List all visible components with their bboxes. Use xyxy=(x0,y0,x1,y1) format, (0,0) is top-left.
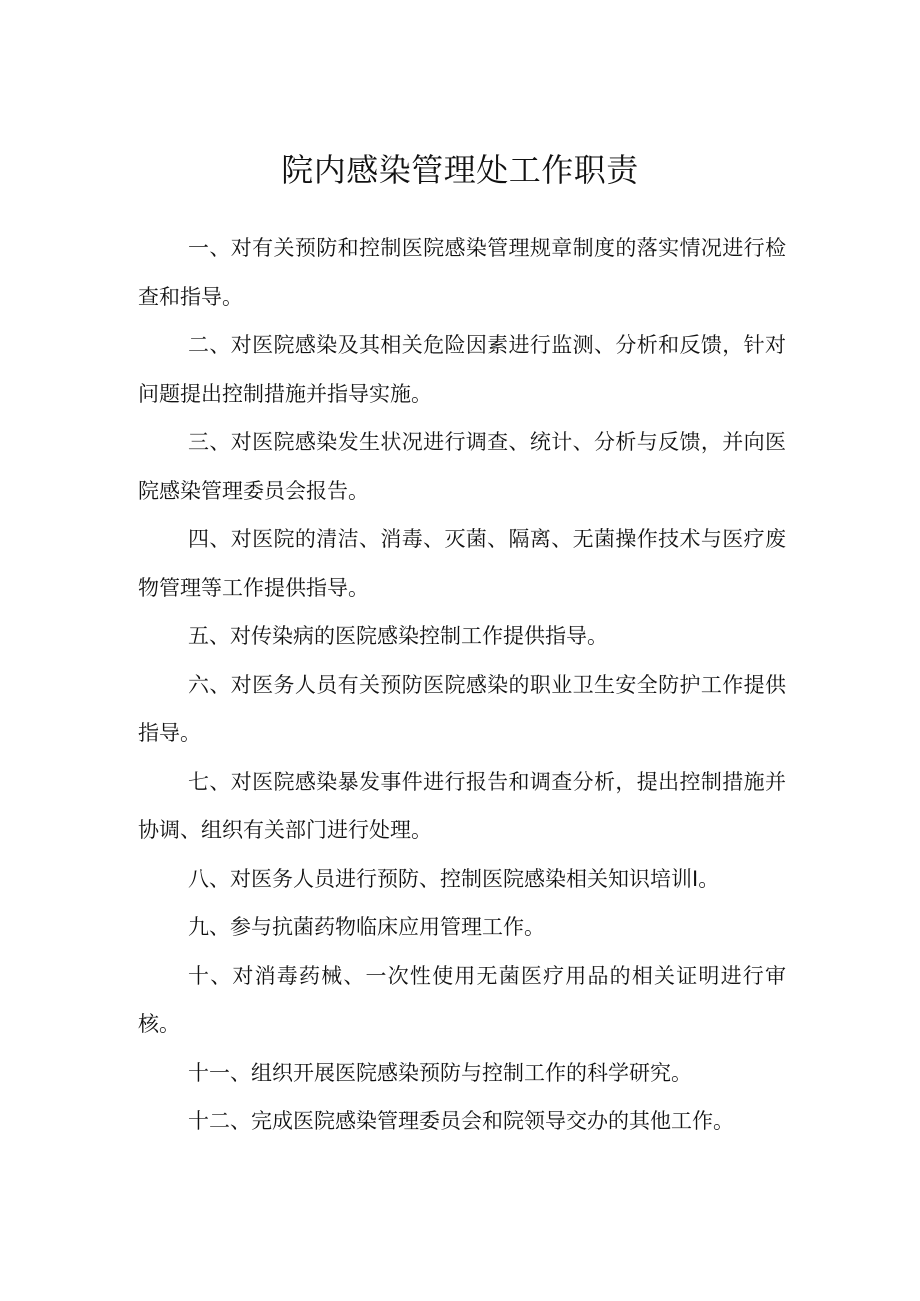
duty-item-3: 三、对医院感染发生状况进行调查、统计、分析与反馈，并向医院感染管理委员会报告。 xyxy=(138,430,786,503)
duty-item-10: 十、对消毒药械、一次性使用无菌医疗用品的相关证明进行审核。 xyxy=(138,963,786,1036)
duty-item-8: 八、对医务人员进行预防、控制医院感染相关知识培训I。 xyxy=(188,866,720,891)
duty-item-6: 六、对医务人员有关预防医院感染的职业卫生安全防护工作提供指导。 xyxy=(138,672,786,745)
duty-item-11: 十一、组织开展医院感染预防与控制工作的科学研究。 xyxy=(188,1060,692,1085)
duty-item-1: 一、对有关预防和控制医院感染管理规章制度的落实情况进行检查和指导。 xyxy=(138,236,786,309)
duty-item-7: 七、对医院感染暴发事件进行报告和调查分析，提出控制措施并协调、组织有关部门进行处理。 xyxy=(138,769,786,842)
duty-item-12: 十二、完成医院感染管理委员会和院领导交办的其他工作。 xyxy=(188,1109,734,1133)
duty-item-2: 二、对医院感染及其相关危险因素进行监测、分析和反馈，针对问题提出控制措施并指导实施。 xyxy=(138,333,786,406)
duty-list xyxy=(138,224,786,1146)
duty-item-5: 五、对传染病的医院感染控制工作提供指导。 xyxy=(188,624,608,648)
page-title: 院内感染管理处工作职责 xyxy=(281,151,639,189)
duty-item-9: 九、参与抗菌药物临床应用管理工作。 xyxy=(188,915,545,939)
duty-item-4: 四、对医院的清洁、消毒、灭菌、隔离、无菌操作技术与医疗废物管理等工作提供指导。 xyxy=(138,527,786,600)
